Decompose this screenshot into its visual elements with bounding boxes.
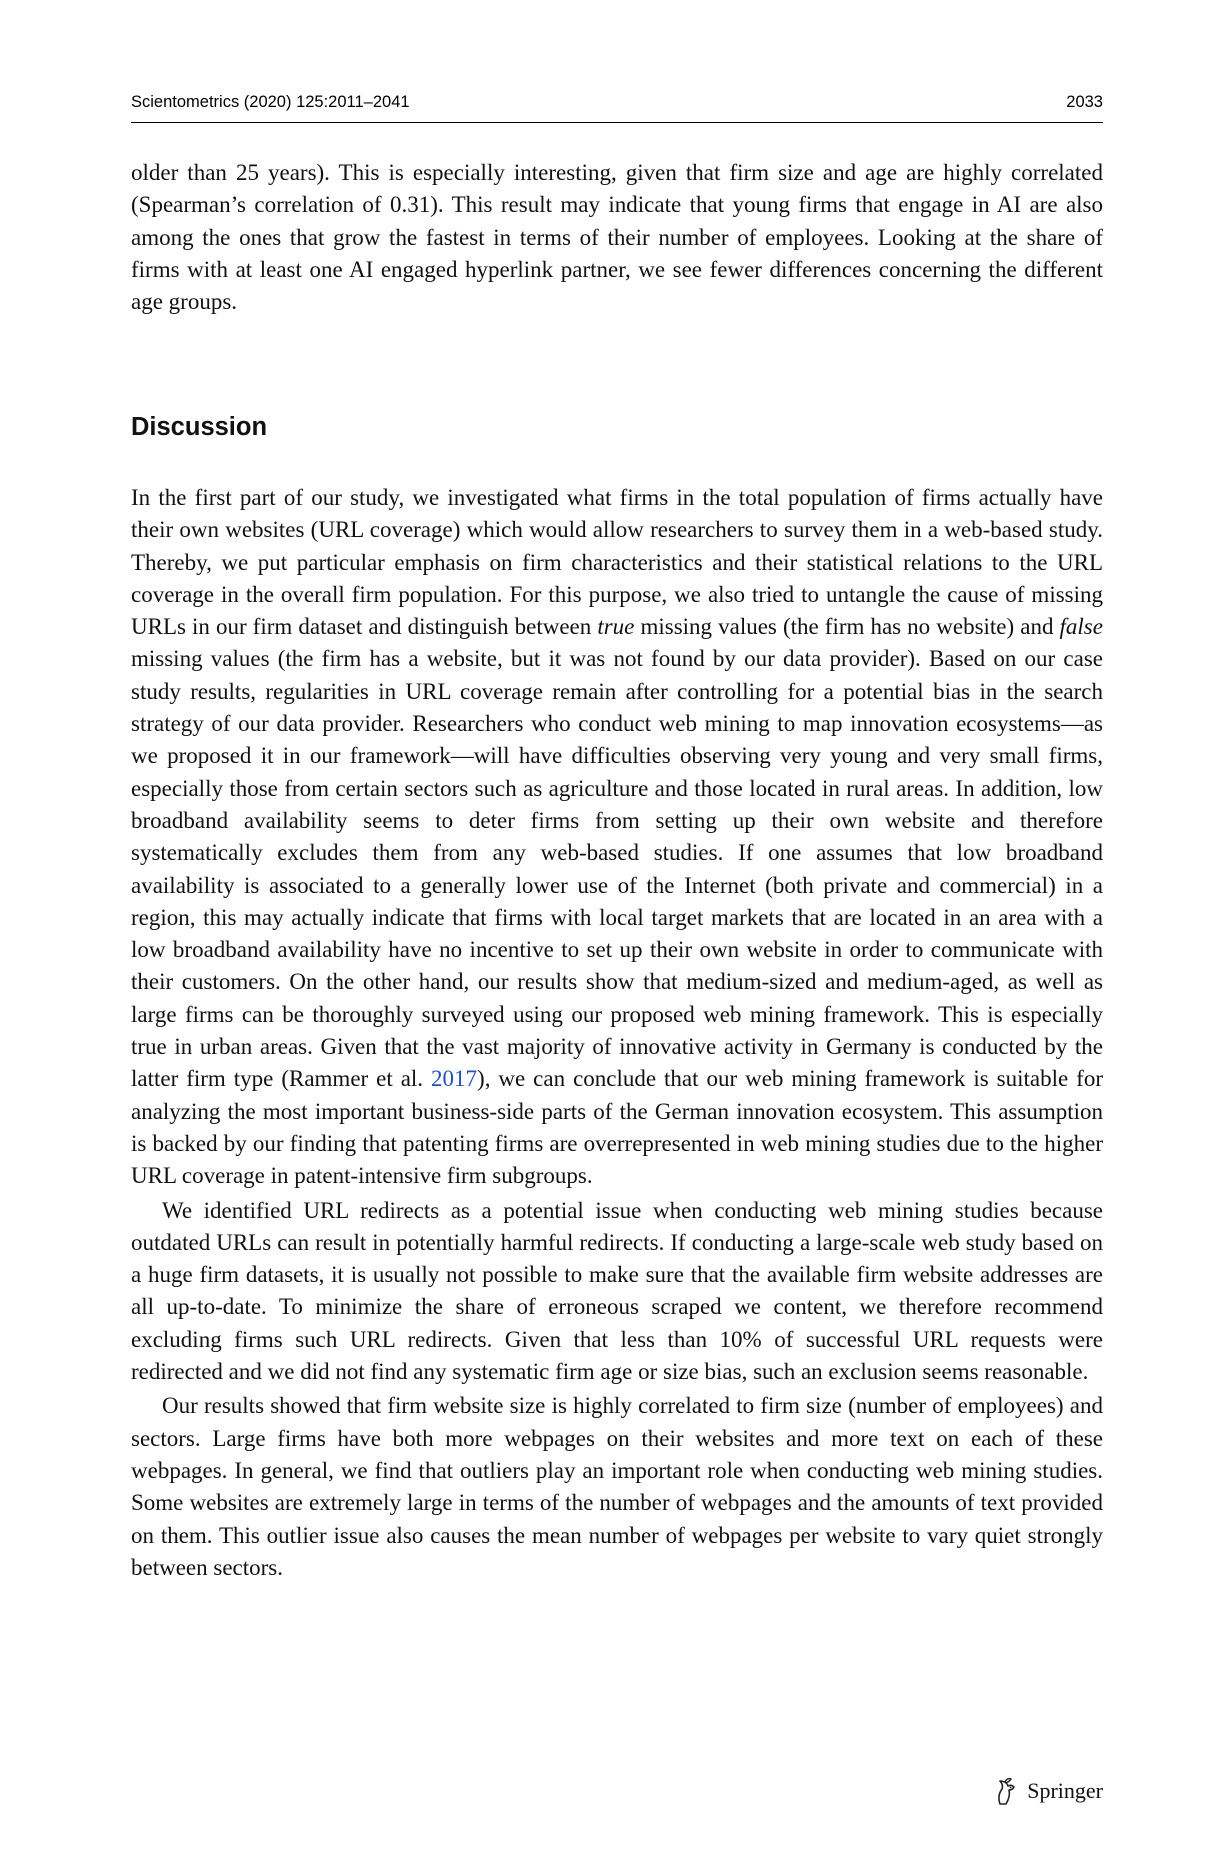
publisher-name: Springer: [1027, 1778, 1103, 1803]
paragraph-text: ), we can conclude that our web mining framework is suitable for analyzing the most important business-side parts of the German innovation ecosystem. This assumption is backed by our finding that patenting firms are overrepresented in web mining studies due to the higher URL coverage in patent-intensive firm subgroups.: [131, 1066, 1104, 1189]
paragraph-text: missing values (the firm has a website, but it was not found by our data provider). Based on our case study results, regularities in URL coverage remain after controlling for a potential bias in the search strategy of our data provider. Researchers who conduct web mining to map innovation ecosystems—as we proposed it in our framework—will have difficulties observing very young and very small firms, especially those from certain sectors such as agriculture and those located in rural areas. In addition, low broadband availability seems to deter firms from setting up their own website and therefore systematically excludes them from any web-based studies. If one assumes that low broadband availability is associated to a generally lower use of the Internet (both private and commercial) in a region, this may actually indicate that firms with local target markets that are located in an area with a low broadband availability have no incentive to set up their own website in order to communicate with their customers. On the other hand, our results show that medium-sized and medium-aged, as well as large firms can be thoroughly surveyed using our proposed web mining framework. This is especially true in urban areas. Given that the vast majority of innovative activity in Germany is conducted by the latter firm type (Rammer et al.: [131, 646, 1103, 1092]
paper-page: [131, 0, 1103, 1851]
section-heading: Discussion: [131, 413, 268, 441]
intro-paragraph: older than 25 years). This is especially interesting, given that firm size and age are highly correlated (Spearman’s correlation of 0.31). This result may indicate that young firms that engage in AI are also among the ones that grow the fastest in terms of their number of employees. Looking at the share of firms with at least one AI engaged hyperlink partner, we see fewer differences concerning the different age groups.: [131, 160, 1103, 315]
paragraph-text: missing values (the firm has no website) and: [634, 614, 1060, 640]
discussion-paragraph-2: We identified URL redirects as a potential issue when conducting web mining studies because outdated URLs can result in potentially harmful redirects. If conducting a large-scale web study based on a huge firm datasets, it is usually not possible to make sure that the available firm website addresses are all up-to-date. To minimize the share of erroneous scraped we content, we therefore recommend excluding firms such URL redirects. Given that less than 10% of successful URL requests were redirected and we did not find any systematic firm age or size bias, such an exclusion seems reasonable.: [131, 1197, 1103, 1385]
springer-horse-icon: [991, 1776, 1019, 1806]
publisher-brand: [991, 1774, 1103, 1808]
citation-link[interactable]: 2017: [431, 1066, 478, 1092]
emphasis-false: false: [1059, 614, 1103, 640]
page-number: 2033: [1066, 93, 1103, 111]
running-head: [131, 90, 1103, 123]
discussion-paragraph-3: Our results showed that firm website size is highly correlated to firm size (number of employees) and sectors. Large firms have both more webpages on their websites and more text on each of these webpages. In general, we find that outliers play an important role when conducting web mining studies. Some websites are extremely large in terms of the number of webpages and the amounts of text provided on them. This outlier issue also causes the mean number of webpages per website to vary quiet strongly between sectors.: [131, 1393, 1103, 1580]
journal-citation: Scientometrics (2020) 125:2011–2041: [131, 93, 410, 111]
discussion-body: [131, 482, 1103, 1584]
emphasis-true: true: [597, 614, 635, 640]
paragraph-text: In the first part of our study, we investigated what firms in the total population of firms actually have their own websites (URL coverage) which would allow researchers to survey them in a web-based study. Thereby, we put particular emphasis on firm characteristics and their statistical relations to the URL coverage in the overall firm population. For this purpose, we also tried to untangle the cause of missing URLs in our firm dataset and distinguish between: [131, 485, 1103, 640]
discussion-paragraph-1: [131, 482, 1103, 1193]
